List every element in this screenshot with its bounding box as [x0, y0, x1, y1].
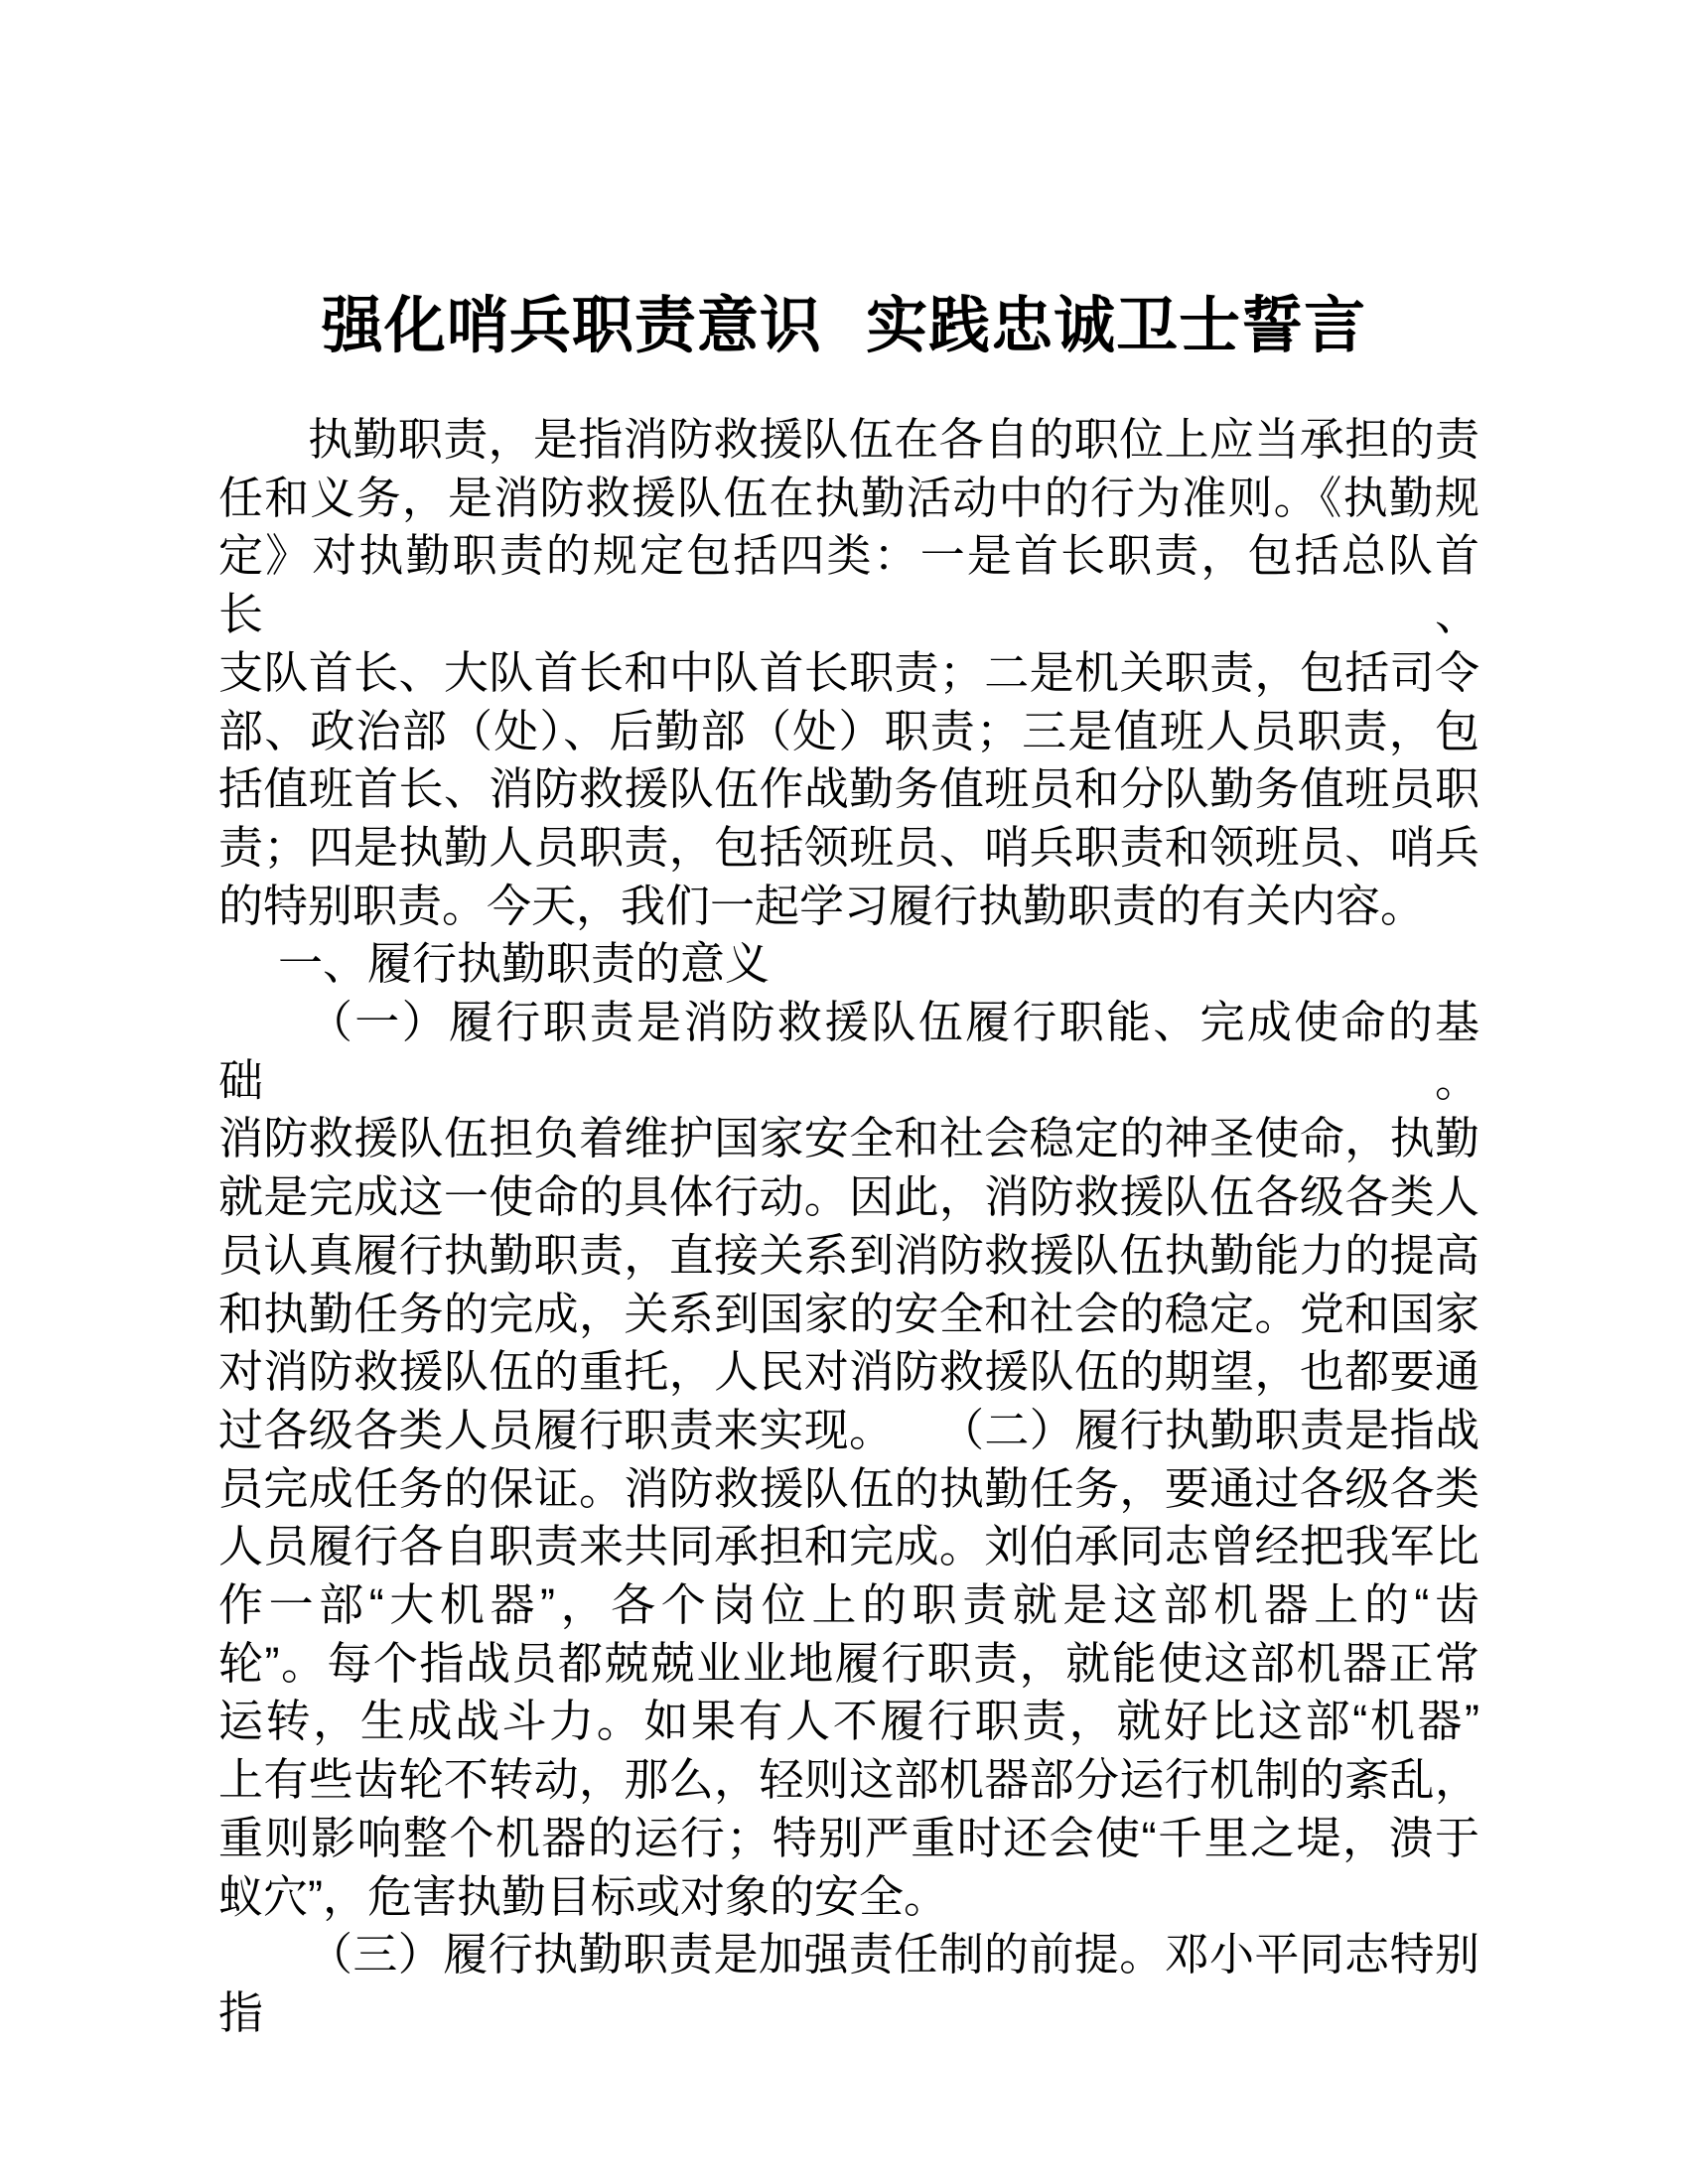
text-line: 员完成任务的保证。消防救援队伍的执勤任务，要通过各级各类	[218, 1462, 1479, 1514]
text-line: （三）履行执勤职责是加强责任制的前提。邓小平同志特别指	[218, 1929, 1479, 2038]
text-line: （一）履行职责是消防救援队伍履行职能、完成使命的基础。	[218, 997, 1479, 1106]
text-line: 对消防救援队伍的重托，人民对消防救援队伍的期望，也都要通	[218, 1346, 1479, 1398]
text-line: 就是完成这一使命的具体行动。因此，消防救援队伍各级各类人	[218, 1171, 1479, 1223]
text-line: 蚁穴”，危害执勤目标或对象的安全。	[218, 1870, 948, 1922]
text-line: 的特别职责。今天，我们一起学习履行执勤职责的有关内容。	[218, 880, 1426, 931]
text-line: 人员履行各自职责来共同承担和完成。刘伯承同志曾经把我军比	[218, 1521, 1479, 1572]
text-line: 消防救援队伍担负着维护国家安全和社会稳定的神圣使命，执勤	[218, 1113, 1479, 1164]
text-line: 括值班首长、消防救援队伍作战勤务值班员和分队勤务值班员职	[218, 763, 1479, 815]
text-line: 定》对执勤职责的规定包括四类：一是首长职责，包括总队首长、	[218, 530, 1479, 640]
text-line: 责；四是执勤人员职责，包括领班员、哨兵职责和领班员、哨兵	[218, 821, 1479, 873]
text-line: 和执勤任务的完成，关系到国家的安全和社会的稳定。党和国家	[218, 1288, 1479, 1339]
text-line: 轮”。每个指战员都兢兢业业地履行职责，就能使这部机器正常	[218, 1637, 1479, 1689]
text-line: 任和义务，是消防救援队伍在执勤活动中的行为准则。《执勤规	[218, 472, 1479, 523]
text-line: 过各级各类人员履行职责来实现。 （二）履行执勤职责是指战	[218, 1404, 1479, 1455]
document-title: 强化哨兵职责意识 实践忠诚卫士誓言	[321, 292, 1367, 360]
document-body	[218, 411, 1479, 2043]
text-line: 运转，生成战斗力。如果有人不履行职责，就好比这部“机器”	[218, 1696, 1479, 1747]
text-line: 支队首长、大队首长和中队首长职责；二是机关职责，包括司令	[218, 646, 1479, 698]
section-heading: 一、履行执勤职责的意义	[278, 938, 771, 990]
text-line: 执勤职责，是指消防救援队伍在各自的职位上应当承担的责	[308, 414, 1479, 465]
text-line: 上有些齿轮不转动，那么，轻则这部机器部分运行机制的紊乱，	[218, 1754, 1479, 1806]
text-line: 重则影响整个机器的运行；特别严重时还会使“千里之堤，溃于	[218, 1812, 1479, 1863]
text-line: 部、政治部（处）、后勤部（处）职责；三是值班人员职责，包	[218, 705, 1479, 756]
text-line: 员认真履行执勤职责，直接关系到消防救援队伍执勤能力的提高	[218, 1229, 1479, 1281]
text-line: 作一部“大机器”，各个岗位上的职责就是这部机器上的“齿	[218, 1579, 1479, 1631]
